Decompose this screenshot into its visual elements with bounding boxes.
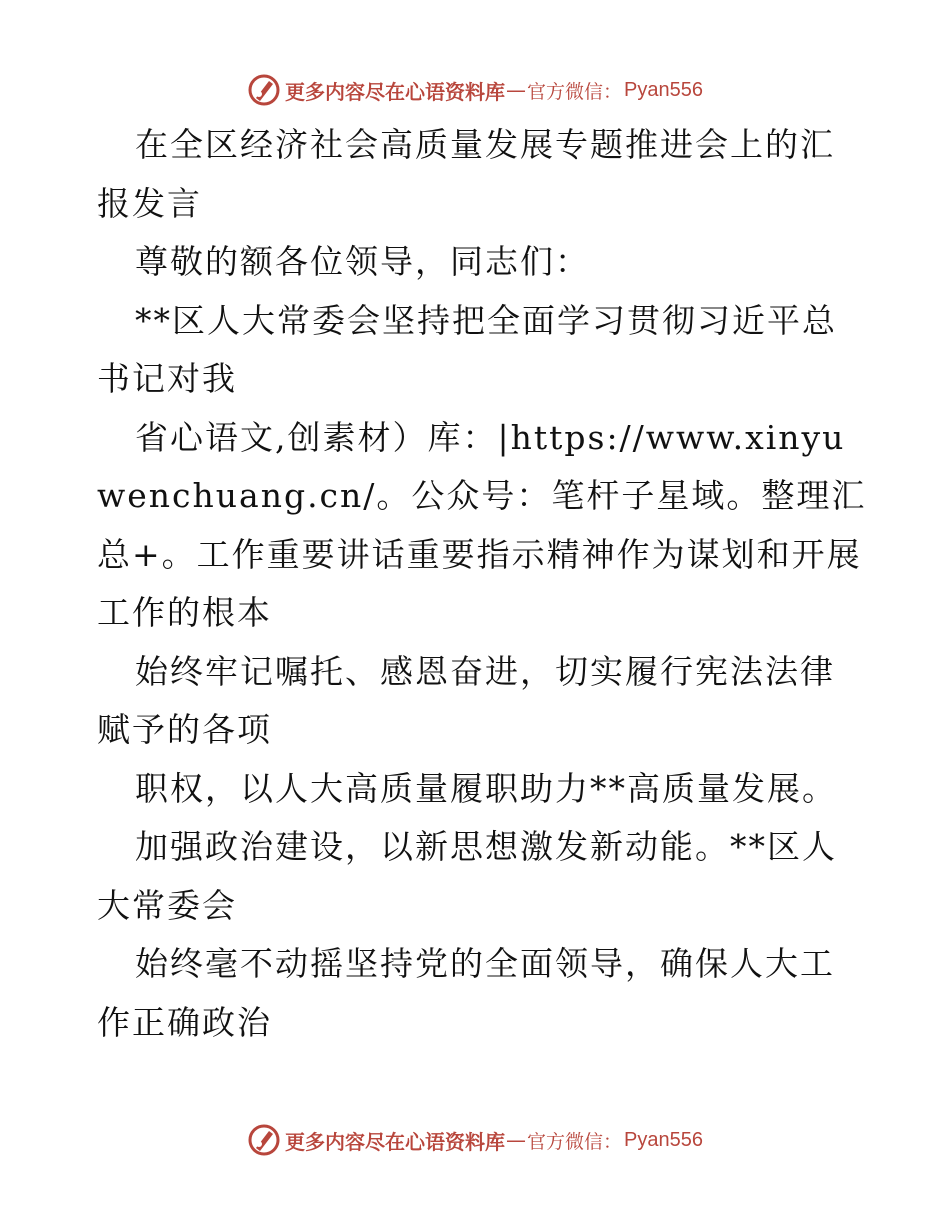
header-banner <box>0 70 950 110</box>
header-slogan: 更多内容尽在心语资料库 <box>285 79 505 104</box>
paragraph: 始终牢记嘱托、感恩奋进，切实履行宪法法律赋予的各项 <box>97 651 835 749</box>
salutation: 尊敬的额各位领导，同志们： <box>135 242 590 281</box>
footer-wechat-id: Pyan556 <box>624 1128 703 1151</box>
header-wechat-id: Pyan556 <box>624 78 703 101</box>
footer-banner <box>0 1120 950 1160</box>
paragraph: 加强政治建设，以新思想激发新动能。**区人大常委会 <box>97 827 837 925</box>
footer-slogan: 更多内容尽在心语资料库 <box>285 1129 505 1154</box>
paragraph: **区人大常委会坚持把全面学习贯彻习近平总书记对我 <box>97 300 837 398</box>
paragraph: 始终毫不动摇坚持党的全面领导，确保人大工作正确政治 <box>97 944 835 1042</box>
pen-seal-icon <box>247 1123 281 1157</box>
paragraph-with-link: 省心语文,创素材）库：|https://www.xinyuwenchuang.cn/。公众号：笔杆子星域。整理汇总+。工作重要讲话重要指示精神作为谋划和开展工作的根本 <box>97 417 867 632</box>
footer-dash: — <box>506 1128 526 1152</box>
header-dash: — <box>506 78 526 102</box>
pen-seal-icon <box>247 73 281 107</box>
paragraph: 职权，以人大高质量履职助力**高质量发展。 <box>135 768 837 808</box>
header-wechat-label: 官方微信： <box>527 80 623 103</box>
footer-wechat-label: 官方微信： <box>527 1130 623 1153</box>
document-title: 在全区经济社会高质量发展专题推进会上的汇报发言 <box>97 125 835 223</box>
document-body <box>97 116 867 1052</box>
